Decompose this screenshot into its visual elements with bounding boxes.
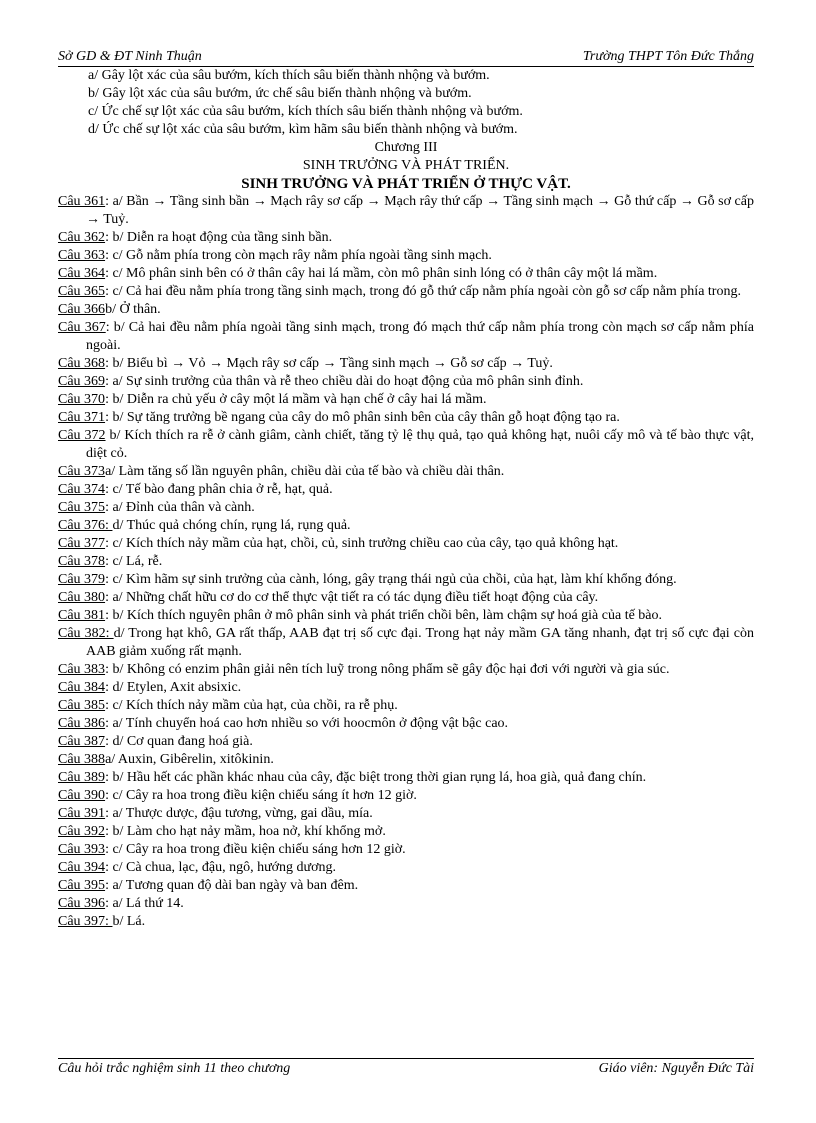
answer-text: : c/ Cây ra hoa trong điều kiện chiếu sáng hơn 12 giờ. [105,842,406,857]
answer-text: : c/ Gỗ nằm phía trong còn mạch rây nằm phía ngoài tầng sinh mạch. [105,248,492,263]
answer-item [58,535,754,553]
question-number: Câu 397: [58,914,113,929]
content [58,67,754,931]
answer-item [58,553,754,571]
answer-text: : a/ Sự sinh trưởng của thân và rễ theo chiều dài do hoạt động của mô phân sinh đỉnh. [105,374,584,389]
question-number: Câu 394 [58,860,106,875]
answer-text: : a/ Bần → Tầng sinh bần → Mạch rây sơ cấp → Mạch rây thứ cấp → Tầng sinh mạch → Gỗ thứ cấp → Gỗ sơ cấp → Tuỷ. [86,194,754,227]
question-number: Câu 380 [58,590,106,605]
question-number: Câu 387 [58,734,106,749]
answer-text: : c/ Lá, rễ. [105,554,163,569]
option-line: c/ Ức chế sự lột xác của sâu bướm, kích thích sâu biến thành nhộng và bướm. [88,104,523,119]
question-number: Câu 376: [58,518,113,533]
answer-text: : b/ Làm cho hạt nảy mầm, hoa nở, khí khổng mở. [105,824,386,839]
answer-item [58,697,754,715]
question-number: Câu 392 [58,824,106,839]
answer-text: : d/ Cơ quan đang hoá già. [105,734,253,749]
question-number: Câu 381 [58,608,106,623]
answer-text: : b/ Không có enzim phân giải nên tích luỹ trong nông phẩm sẽ gây độc hại đơi với người và gia súc. [105,662,670,677]
answer-item [58,373,754,391]
option-line: d/ Ức chế sự lột xác của sâu bướm, kìm hãm sâu biến thành nhộng và bướm. [88,122,518,137]
answer-item [58,517,754,535]
answer-text: : b/ Sự tăng trưởng bề ngang của cây do mô phân sinh bên của cây thân gỗ hoạt động tạo ra. [105,410,620,425]
footer-right: Giáo viên: Nguyễn Đức Tài [598,1061,754,1076]
answer-item [58,661,754,679]
header-right: Trường THPT Tôn Đức Thắng [582,49,754,64]
footer-left: Câu hỏi trắc nghiệm sinh 11 theo chương [58,1061,291,1076]
answer-text: : c/ Kích thích nảy mầm của hạt, của chồi, ra rễ phụ. [105,698,398,713]
question-number: Câu 361 [58,194,106,209]
answer-item [58,301,754,319]
answer-item [58,409,754,427]
answer-item [58,913,754,931]
question-number: Câu 373 [58,464,106,479]
answer-item [58,859,754,877]
answer-item [58,427,754,463]
question-number: Câu 362 [58,230,106,245]
header-left: Sở GD & ĐT Ninh Thuận [58,49,202,64]
answer-item [58,805,754,823]
question-number: Câu 383 [58,662,106,677]
option-line: b/ Gây lột xác của sâu bướm, ức chế sâu biến thành nhộng và bướm. [88,86,472,101]
answer-item [58,625,754,661]
answer-item [58,787,754,805]
question-number: Câu 378 [58,554,106,569]
chapter-subtitle: SINH TRƯỞNG VÀ PHÁT TRIỂN Ở THỰC VẬT. [241,176,571,192]
answer-item [58,895,754,913]
answer-text: : b/ Diễn ra hoạt động của tầng sinh bần. [105,230,333,245]
answer-text: : b/ Biểu bì → Vỏ → Mạch rây sơ cấp → Tầng sinh mạch → Gỗ sơ cấp → Tuỷ. [105,356,553,371]
answer-text: : a/ Tương quan độ dài ban ngày và ban đêm. [105,878,359,893]
answer-text: : d/ Etylen, Axit absixic. [105,680,242,695]
answer-text: : c/ Kìm hãm sự sinh trưởng của cành, lóng, gây trạng thái ngủ của chồi, của hạt, làm khí khổng đóng. [105,572,677,587]
question-number: Câu 382: [58,626,114,641]
answer-item [58,769,754,787]
question-number: Câu 385 [58,698,106,713]
question-number: Câu 377 [58,536,106,551]
question-number: Câu 365 [58,284,106,299]
answer-item [58,247,754,265]
answer-item [58,589,754,607]
chapter-title: SINH TRƯỞNG VÀ PHÁT TRIỂN. [302,158,510,173]
question-number: Câu 364 [58,266,106,281]
answer-text: : a/ Lá thứ 14. [105,896,184,911]
answer-text: : c/ Mô phân sinh bên có ở thân cây hai lá mầm, còn mô phân sinh lóng có ở thân cây một lá mầm. [105,266,658,281]
answer-item [58,319,754,355]
answer-item [58,841,754,859]
answer-item [58,463,754,481]
question-number: Câu 389 [58,770,106,785]
answer-item [58,679,754,697]
question-number: Câu 386 [58,716,106,731]
question-number: Câu 384 [58,680,106,695]
answer-text: d/ Thúc quả chóng chín, rụng lá, rụng quả. [112,518,351,533]
answer-text: a/ Auxin, Gibêrelin, xitôkinin. [105,752,274,767]
page-footer [58,1058,754,1078]
answer-item [58,229,754,247]
document-page [58,48,754,931]
answer-text: : c/ Cả hai đều nằm phía trong tầng sinh mạch, trong đó gỗ thứ cấp nằm phía ngoài còn gỗ sơ cấp nằm phía trong. [105,284,741,299]
question-number: Câu 374 [58,482,106,497]
answer-text: : c/ Cà chua, lạc, đậu, ngô, hướng dương. [105,860,337,875]
answer-item [58,193,754,229]
question-number: Câu 369 [58,374,106,389]
answer-item [58,481,754,499]
question-number: Câu 372 [58,428,106,443]
question-number: Câu 367 [58,320,106,335]
chapter-number: Chương III [374,140,438,155]
answer-text: b/ Kích thích ra rễ ở cành giâm, cành chiết, tăng tỷ lệ thụ quả, tạo quả không hạt, nuôi cấy mô và tế bào thực vật, diệt cỏ. [86,428,754,461]
question-number: Câu 371 [58,410,106,425]
answer-item [58,715,754,733]
answer-text: : b/ Diễn ra chủ yếu ở cây một lá mầm và hạn chế ở cây hai lá mầm. [105,392,487,407]
question-number: Câu 375 [58,500,106,515]
answer-text: d/ Trong hạt khô, GA rất thấp, AAB đạt trị số cực đại. Trong hạt nảy mầm GA tăng nhanh, đạt trị số cực đại còn AAB giảm xuống rất mạnh. [86,626,754,659]
answer-item [58,391,754,409]
answer-text: : b/ Kích thích nguyên phân ở mô phân sinh và phát triển chồi bên, làm chậm sự hoá già của tế bào. [105,608,663,623]
answer-text: : c/ Cây ra hoa trong điều kiện chiếu sáng ít hơn 12 giờ. [105,788,417,803]
answer-text: : c/ Tế bào đang phân chia ở rễ, hạt, quả. [105,482,333,497]
answer-item [58,355,754,373]
answer-text: : a/ Tính chuyển hoá cao hơn nhiều so với hoocmôn ở động vật bậc cao. [105,716,509,731]
answer-item [58,607,754,625]
question-number: Câu 391 [58,806,106,821]
answer-text: : b/ Hầu hết các phần khác nhau của cây, đặc biệt trong thời gian rụng lá, hoa già, quả đang chín. [105,770,647,785]
question-number: Câu 366 [58,302,106,317]
question-number: Câu 388 [58,752,106,767]
answer-text: b/ Lá. [112,914,146,929]
answer-item [58,265,754,283]
question-number: Câu 363 [58,248,106,263]
answer-text: : a/ Thược dược, đậu tương, vừng, gai dầu, mía. [105,806,373,821]
question-number: Câu 368 [58,356,106,371]
answer-item [58,733,754,751]
question-number: Câu 396 [58,896,106,911]
answer-text: : b/ Cả hai đều nằm phía ngoài tầng sinh mạch, trong đó mạch thứ cấp nằm phía trong còn mạch sơ cấp nằm phía ngoài. [86,320,754,353]
answer-item [58,751,754,769]
answer-item [58,877,754,895]
question-number: Câu 370 [58,392,106,407]
answer-list [58,193,754,931]
question-number: Câu 393 [58,842,106,857]
answer-text: a/ Làm tăng số lần nguyên phân, chiều dài của tế bào và chiều dài thân. [105,464,505,479]
answer-text: : a/ Những chất hữu cơ do cơ thể thực vật tiết ra có tác dụng điều tiết hoạt động của cây. [105,590,599,605]
answer-item [58,283,754,301]
answer-text: : a/ Đỉnh của thân và cành. [105,500,255,515]
answer-item [58,499,754,517]
answer-item [58,823,754,841]
answer-text: b/ Ở thân. [105,302,161,317]
answer-text: : c/ Kích thích nảy mầm của hạt, chồi, củ, sinh trưởng chiều cao của cây, tạo quả không hạt. [105,536,619,551]
question-number: Câu 395 [58,878,106,893]
page-header [58,48,754,67]
answer-item [58,571,754,589]
question-number: Câu 390 [58,788,106,803]
option-line: a/ Gây lột xác của sâu bướm, kích thích sâu biến thành nhộng và bướm. [88,68,490,83]
question-number: Câu 379 [58,572,106,587]
